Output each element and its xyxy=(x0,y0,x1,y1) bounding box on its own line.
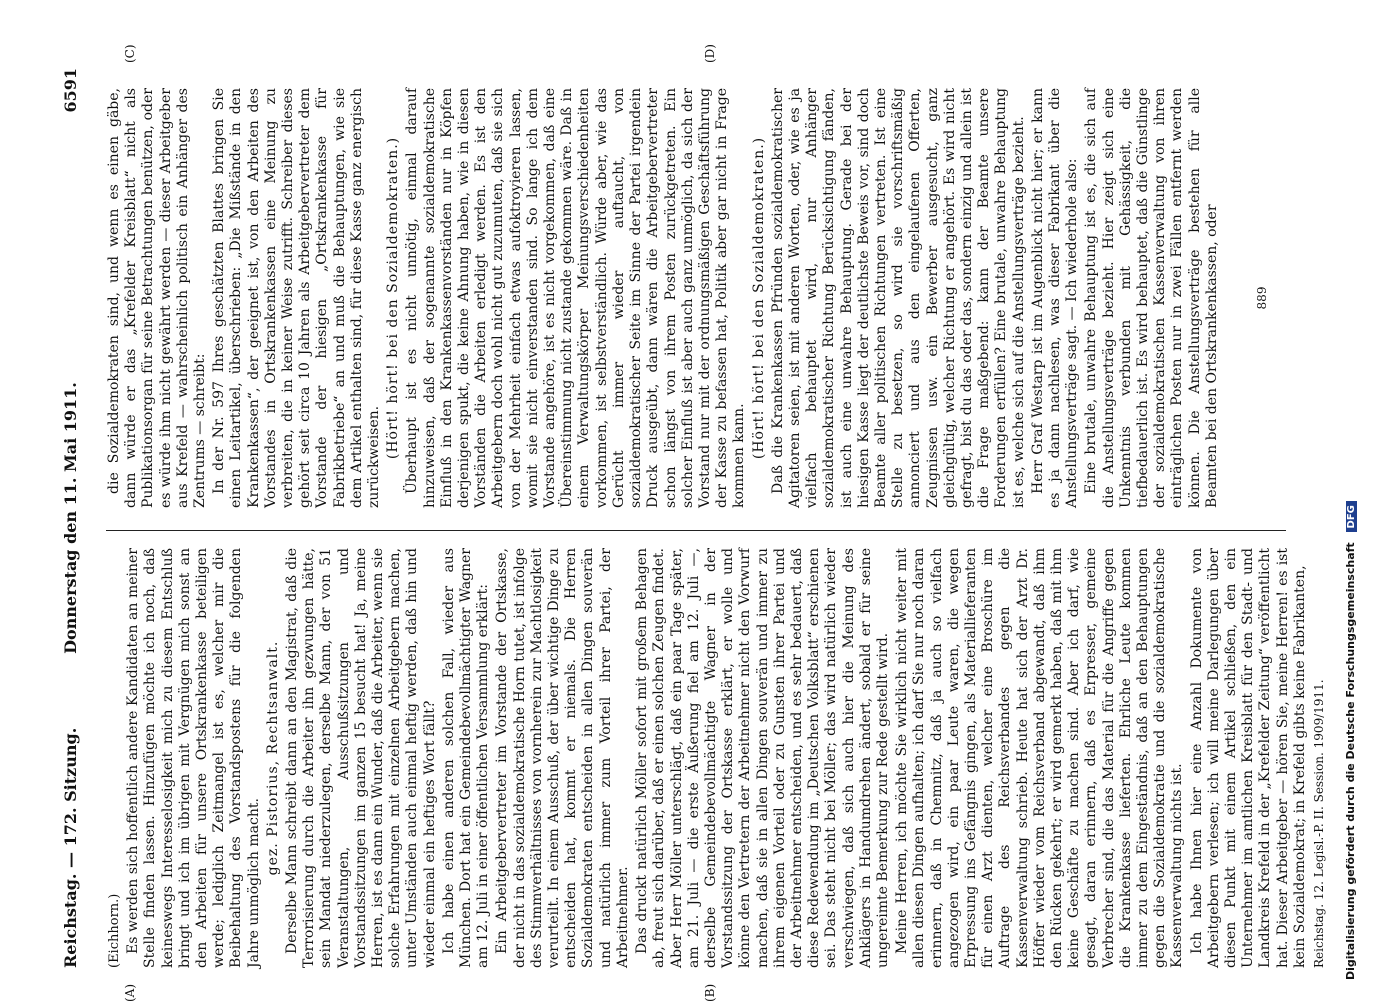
header-date: Donnerstag den 11. Mai 1911. xyxy=(61,382,80,654)
credit-text: Digitalisierung gefördert durch die Deutsche Forschungsgemeinschaft xyxy=(1344,542,1357,980)
paragraph: Ich habe Ihnen hier eine Anzahl Dokumente von Arbeitgebern verlesen; ich will meine Darlegungen über diesen Punkt mit einem Artikel schließen, den ein Unternehmer im amtlichen Kreisblatt für den Stadt- und Landkreis Krefeld in der „Krefelder Zeitung“ veröffentlicht hat. Dieser Arbeitgeber — hören Sie, meine Herren! es ist kein Sozialdemokrat; in Krefeld gibts keine Fabrikanten, xyxy=(1188,548,1308,968)
paragraph: Derselbe Mann schreibt dann an den Magistrat, daß die Terrorisierung durch die Arbeiter ihn gezwungen hätte, sein Mandat niederzulegen, derselbe Mann, der von 51 Veranstaltungen, Ausschußsitzungen und Vorstandssitzungen im ganzen 15 besucht hat! Ja, meine Herren, ist es dann ein Wunder, daß die Arbeiter, wenn sie solche Erfahrungen mit einzelnen Arbeitgebern machen, unter Umständen auch einmal heftig werden, daß hin und wieder einmal ein heftiges Wort fällt? xyxy=(284,548,438,968)
margin-mark-b: (B) xyxy=(703,983,717,1002)
paragraph: Ich habe einen anderen solchen Fall, wieder aus München. Dort hat ein Gemeindebevollmächtigter Wagner am 12. Juli in einer öffentlichen Versammlung erklärt: xyxy=(440,548,492,968)
right-column xyxy=(106,88,1286,508)
margin-mark-c: (C) xyxy=(123,44,137,63)
quote-paragraph: Daß die Krankenkassen Pfründen sozialdemokratischer Agitatoren seien, ist mit anderen Worten, oder, wie es ja vielfach behauptet wird, nur Anhänger sozialdemokratischer Richtung Berücksichtigung fänden, ist auch eine unwahre Behauptung. Gerade bei der hiesigen Kasse liegt der deutlichste Beweis vor, sind doch Beamte aller politischen Richtungen vertreten. Ist eine Stelle zu besetzen, so wird sie vorschriftsmäßig annonciert und aus den eingelaufenen Offerten, Zeugnissen usw. ein Bewerber ausgesucht, ganz gleichgültig, welcher Richtung er angehört. Es wird nicht gefragt, bist du das oder das, sondern einzig und allein ist die Frage maßgebend: kann der Beamte unsere Forderungen erfüllen? Eine brutale, unwahre Behauptung ist es, welche sich auf die Anstellungsverträge bezieht. xyxy=(769,88,1027,508)
paragraph: Herr Graf Westarp ist im Augenblick nicht hier; er kann es ja dann nachlesen, was dieser Fabrikant über die Anstellungsverträge sagt. — Ich wiederhole also: xyxy=(1029,88,1081,508)
interjection: (Hört! hört! bei den Sozialdemokraten.) xyxy=(385,136,402,460)
header-session: Reichstag. — 172. Sitzung. xyxy=(61,727,80,968)
quote-paragraph: Eine brutale, unwahre Behauptung ist es, die sich auf die Anstellungsverträge bezieht. Hier zeigt sich eine Unkenntnis verbunden mit Gehässigkeit, die tiefbedauerlich ist. Es wird behauptet, daß die Günstlinge der sozialdemokratischen Kassenverwaltung von ihren einträglichen Posten nur in zwei Fällen entfernt werden können. Die Anstellungsverträge bestehen für alle Beamten bei den Ortskrankenkassen, oder xyxy=(1083,88,1220,508)
quote-paragraph: In der Nr. 597 Ihres geschätzten Blattes bringen Sie einen Leitartikel, überschrieben: „Die Mißstände in den Krankenkassen“, der geeignet ist, von den Arbeiten des Vorstandes in Ortskrankenkassen eine Meinung zu verbreiten, die in keiner Weise zutrifft. Schreiber dieses gehört seit circa 10 Jahren als Arbeitgebervertreter dem Vorstande der hiesigen „Ortskrankenkasse für Fabrikbetriebe“ an und muß die Behauptungen, wie sie dem Artikel enthalten sind, für diese Kasse ganz energisch zurückweisen. xyxy=(211,88,383,508)
paragraph: Meine Herren, ich möchte Sie wirklich nicht weiter mit allen diesen Dingen aufhalten; ich darf Sie nur noch daran erinnern, daß in Chemnitz, daß ja auch so vielfach angezogen wird, ein paar Leute waren, die wegen Erpressung ins Gefängnis gingen, als Materiallieferanten für einen Arzt dienten, welcher eine Broschüre im Auftrage des Reichsverbandes gegen die Kassenverwaltung schrieb. Heute hat sich der Arzt Dr. Höffer wieder vom Reichsverband abgewandt, daß ihm den Rücken gekehrt; er wird gemerkt haben, daß mit ihm keine Geschäfte zu machen sind. Aber ich darf, wie gesagt, daran erinnern, daß es Erpresser, gemeine Verbrecher sind, die das Material für die Angriffe gegen die Krankenkasse lieferten. Ehrliche Leute kommen immer zu dem Eingeständnis, daß an den Behauptungen gegen die Sozialdemokratie und die sozialdemokratische Kassenverwaltung nichts ist. xyxy=(894,548,1186,968)
interjection: (Hört! hört! bei den Sozialdemokraten.) xyxy=(750,136,767,460)
rotated-page xyxy=(61,44,1327,1002)
page-header xyxy=(62,68,88,968)
paragraph: Es werden sich hoffentlich andere Kandidaten an meiner Stelle finden lassen. Hinzufügen möchte ich noch, daß keineswegs Interesselosigkeit mich zu diesem Entschluß bringt und ich im übrigen mit Vergnügen mich sonst an den Arbeiten für unsere Ortskrankenkasse beteiligen werde; lediglich Zeitmangel ist es, welcher mir die Beibehaltung des Vorstandspostens für die folgenden Jahre unmöglich macht. xyxy=(125,548,262,968)
quote-paragraph: Überhaupt ist es nicht unnötig, einmal darauf hinzuweisen, daß der sogenannte sozialdemokratische Einfluß in den Krankenkassenvorständen nur in Köpfen derjenigen spukt, die keine Ahnung haben, wie in diesen Vorständen die Arbeiten erledigt werden. Es ist den Arbeitgebern doch wohl nicht gut zuzumuten, daß sie sich von der Mehrheit einfach etwas aufoktroyieren lassen, womit sie nicht einverstanden sind. So lange ich dem Vorstande angehöre, ist es nicht vorgekommen, daß eine Übereinstimmung nicht zustande gekommen wäre. Daß in einem Verwaltungskörper Meinungsverschiedenheiten vorkommen, ist selbstverständlich. Würde aber, wie das Gerücht immer wieder auftaucht, von sozialdemokratischer Seite im Sinne der Partei irgendein Druck ausgeübt, dann wären die Arbeitgebervertreter schon längst von ihrem Posten zurückgetreten. Ein solcher Einfluß ist aber auch ganz unmöglich, da sich der Vorstand nur mit der ordnungsmäßigen Geschäftsführung der Kasse zu befassen hat, Politik aber gar nicht in Frage kommen kann. xyxy=(404,88,748,508)
column-divider xyxy=(106,530,1286,531)
digitization-credit xyxy=(1344,0,1364,980)
left-column xyxy=(106,548,1327,968)
speaker-context: (Eichhorn.) xyxy=(107,893,122,968)
footer-sheet-number: 889 xyxy=(1255,286,1269,310)
margin-mark-d: (D) xyxy=(703,44,717,63)
paragraph: Das druckt natürlich Möller sofort mit großem Behagen ab, freut sich darüber, daß er einen solchen Zeugen findet. Aber Herr Möller unterschlägt, daß ein paar Tage später, am 21. Juli — die erste Äußerung fiel am 12. Juli —, derselbe Gemeindebevollmächtigte Wagner in der Vorstandssitzung der Ortskasse erklärt, er wolle und könne den Vertretern der Arbeitnehmer nicht den Vorwurf machen, daß sie in allen Dingen souverän und immer zu ihrem eigenen Vorteil oder zu Gunsten ihrer Partei und der Arbeitnehmer entscheiden, und es sehr bedauert, daß diese Redewendung im „Deutschen Volksblatt“ erschienen sei. Das steht nicht bei Möller; das wird natürlich wieder verschwiegen, daß sich auch hier die Meinung des Anklägers in Handumdrehen ändert, sobald er für seine ungereimte Bemerkung zur Rede gestellt wird. xyxy=(634,548,891,968)
paragraph: die Sozialdemokraten sind, und wenn es einen gäbe, dann würde er das „Krefelder Kreisblatt“ nicht als Publikationsorgan für seine Betrachtungen benützen, oder es würde ihm nicht gewährt werden — dieser Arbeitgeber aus Krefeld — wahrscheinlich politisch ein Anhänger des Zentrums — schreibt: xyxy=(106,88,209,508)
page-number: 6591 xyxy=(61,68,80,113)
dfg-logo: DFG xyxy=(1346,501,1357,532)
margin-mark-a: (A) xyxy=(123,983,137,1002)
signature: gez. Pistorius, Rechtsanwalt. xyxy=(264,640,281,876)
quote-paragraph: Ein Arbeitgebervertreter im Vorstande der Ortskasse, der nicht in das sozialdemokratische Horn tutet, ist infolge des Stimmverhältnisses von vornherein zur Machtlosigkeit verurteilt. In einem Ausschuß, der über wichtige Dinge zu entscheiden hat, kommt er niemals. Die Herren Sozialdemokraten entscheiden in allen Dingen souverän und natürlich immer zum Vorteil ihrer Partei, der Arbeitnehmer. xyxy=(494,548,631,968)
footer-legislative: Reichstag. 12. Legisl.-P. II. Session. 1909/1911. xyxy=(1312,679,1327,968)
